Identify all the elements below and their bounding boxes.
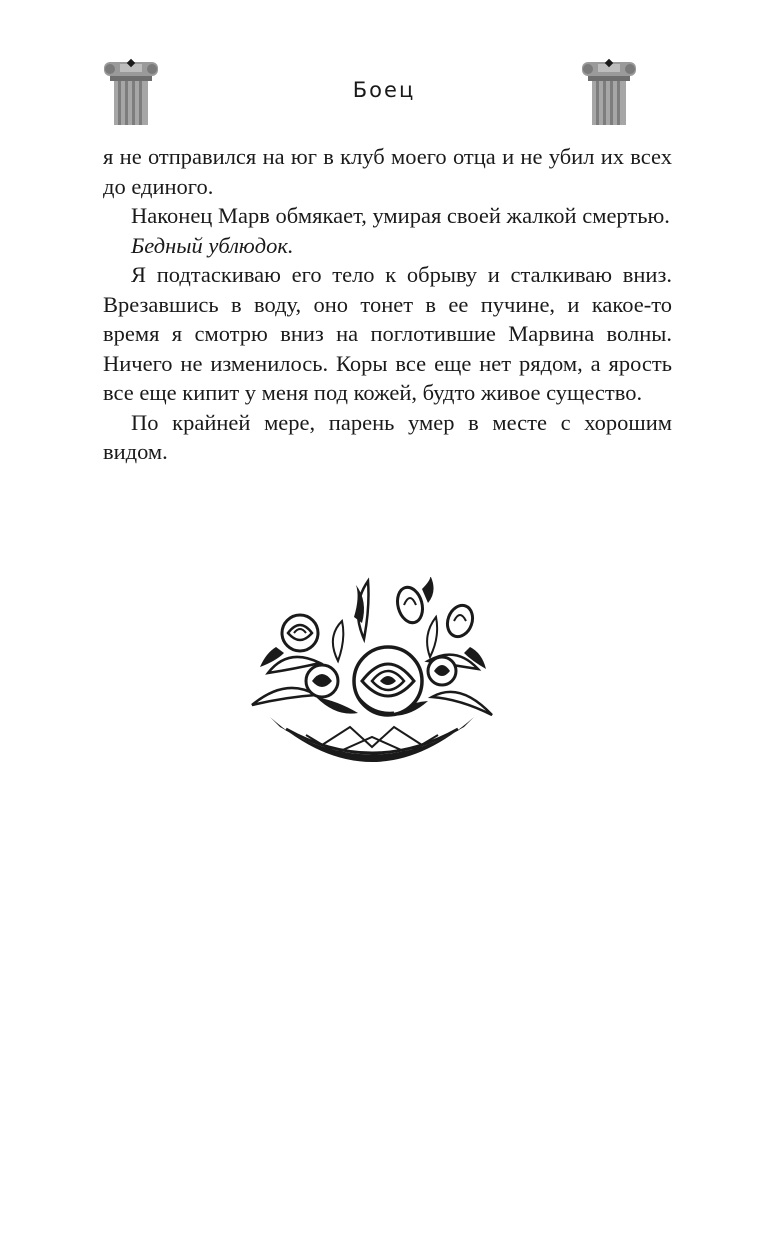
rose-bowl-ornament-icon [246,577,498,773]
ionic-column-icon [578,58,640,128]
paragraph: По крайней мере, парень умер в месте с хорошим видом. [103,409,672,464]
page-header [0,58,768,128]
running-title: Боец [352,78,416,102]
paragraph-continuation: я не отправился на юг в клуб моего отца и не убил их всех до единого. [103,144,672,199]
paragraph: Наконец Марв обмякает, умирая своей жалкой смертью. [131,203,670,228]
paragraph-italic [103,231,672,261]
body-text [103,142,672,467]
paragraph: Я подтаскиваю его тело к обрыву и сталкиваю вниз. Врезавшись в воду, оно тонет в ее пучине, и какое-то время я смотрю вниз на поглотившие Марвина волны. Ничего не изменилось. Коры все еще нет рядом, а ярость все еще кипит у меня под кожей, будто живое существо. [103,262,672,405]
italic-thought: Бедный ублюдок. [131,232,294,258]
